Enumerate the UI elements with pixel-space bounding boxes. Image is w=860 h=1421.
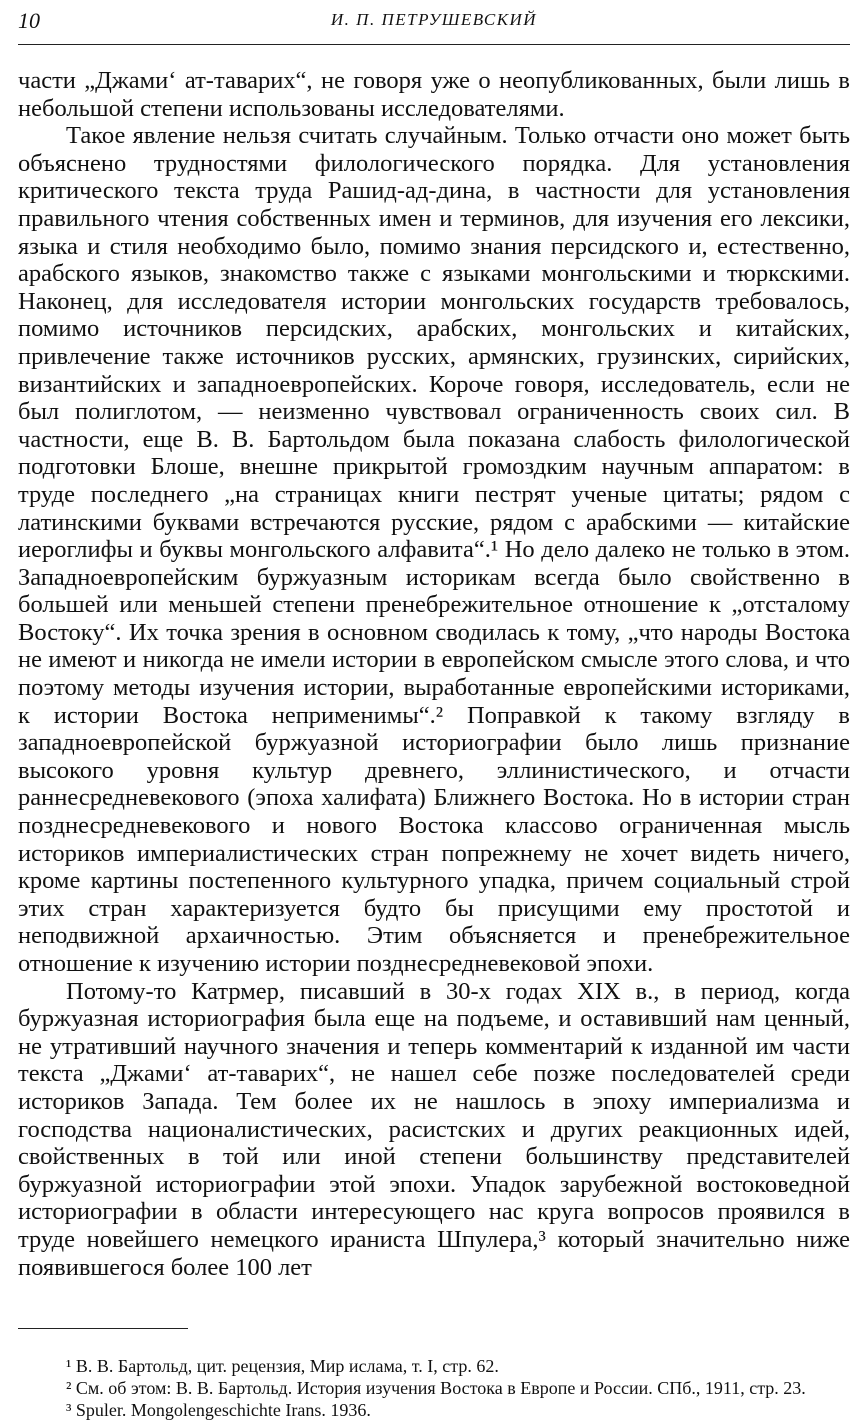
footnote-divider — [18, 1328, 188, 1329]
footnote-text: Spuler. Mongolengeschichte Irans. 1936. — [75, 1400, 371, 1421]
footnote-marker: ³ — [66, 1400, 72, 1421]
running-head: И. П. ПЕТРУШЕВСКИЙ — [330, 10, 538, 29]
paragraph-2: Такое явление нельзя считать случайным. Только отчасти оно может быть объяснено трудностями филологического порядка. Для установления критического текста труда Рашид-ад-дина, в частности для установления правильного чтения собственных имен и терминов, для изучения его лексики, языка и стиля необходимо было, помимо знания персидского и, естественно, арабского языков, знакомство также с языками монгольскими и тюркскими. Наконец, для исследователя истории монгольских государств требовалось, помимо источников персидских, арабских, монгольских и китайских, привлечение также источников русских, армянских, грузинских, сирийских, византийских и западноевропейских. Короче говоря, исследователь, если не был полиглотом, — неизменно чувствовал ограниченность своих сил. В частности, еще В. В. Бартольдом была показана слабость филологической подготовки Блоше, внешне прикрытой громоздким научным аппаратом: в труде последнего „на страницах книги пестрят ученые цитаты; рядом с латинскими буквами встречаются русские, рядом с арабскими — китайские иероглифы и буквы монгольского алфавита“.¹ Но дело далеко не только в этом. Западноевропейским буржуазным историкам всегда было свойственно в большей или меньшей степени пренебрежительное отношение к „отсталому Востоку“. Их точка зрения в основном сводилась к тому, „что народы Востока не имеют и никогда не имели истории в европейском смысле этого слова, и что поэтому методы изучения истории, выработанные европейскими историками, к истории Востока неприменимы“.² Поправкой к такому взгляду в западноевропейской буржуазной историографии было лишь признание высокого уровня культур древнего, эллинистического, и отчасти раннесредневекового (эпоха халифата) Ближнего Востока. Но в истории стран позднесредневекового и нового Востока классово ограниченная мысль историков империалистических стран попрежнему не хочет видеть ничего, кроме картины постепенного культурного упадка, причем социальный строй этих стран характеризуется будто бы присущими ему простотой и неподвижной архаичностью. Этим объясняется и пренебрежительное отношение к изучению истории позднесредневековой эпохи. — [18, 122, 850, 977]
footnote-marker: ² — [66, 1378, 72, 1399]
footnote-marker: ¹ — [66, 1356, 72, 1377]
page-header — [18, 0, 850, 45]
footnote-text: См. об этом: В. В. Бартольд. История изучения Востока в Европе и России. СПб., 1911, стр. 23. — [75, 1378, 806, 1399]
footnote-text: В. В. Бартольд, цит. рецензия, Мир ислама, т. I, стр. 62. — [75, 1356, 499, 1377]
page-number: 10 — [18, 8, 40, 33]
footnote-2 — [18, 1377, 850, 1399]
footnote-3 — [18, 1399, 850, 1421]
footnotes — [18, 1355, 850, 1421]
footnote-1 — [18, 1355, 850, 1377]
body-text — [18, 67, 850, 1281]
paragraph-1: части „Джами‘ ат-таварих“, не говоря уже о неопубликованных, были лишь в небольшой степени использованы исследователями. — [18, 67, 850, 122]
document-page — [18, 0, 850, 1421]
paragraph-3: Потому-то Катрмер, писавший в 30-х годах XIX в., в период, когда буржуазная историография была еще на подъеме, и оставивший нам ценный, не утративший научного значения и теперь комментарий к изданной им части текста „Джами‘ ат-таварих“, не нашел себе позже последователей среди историков Запада. Тем более их не нашлось в эпоху империализма и господства националистических, расистских и других реакционных идей, свойственных в той или иной степени большинству представителей буржуазной историографии этой эпохи. Упадок зарубежной востоковедной историографии в области интересующего нас круга вопросов проявился в труде новейшего немецкого ираниста Шпулера,³ который значительно ниже появившегося более 100 лет — [18, 977, 850, 1281]
